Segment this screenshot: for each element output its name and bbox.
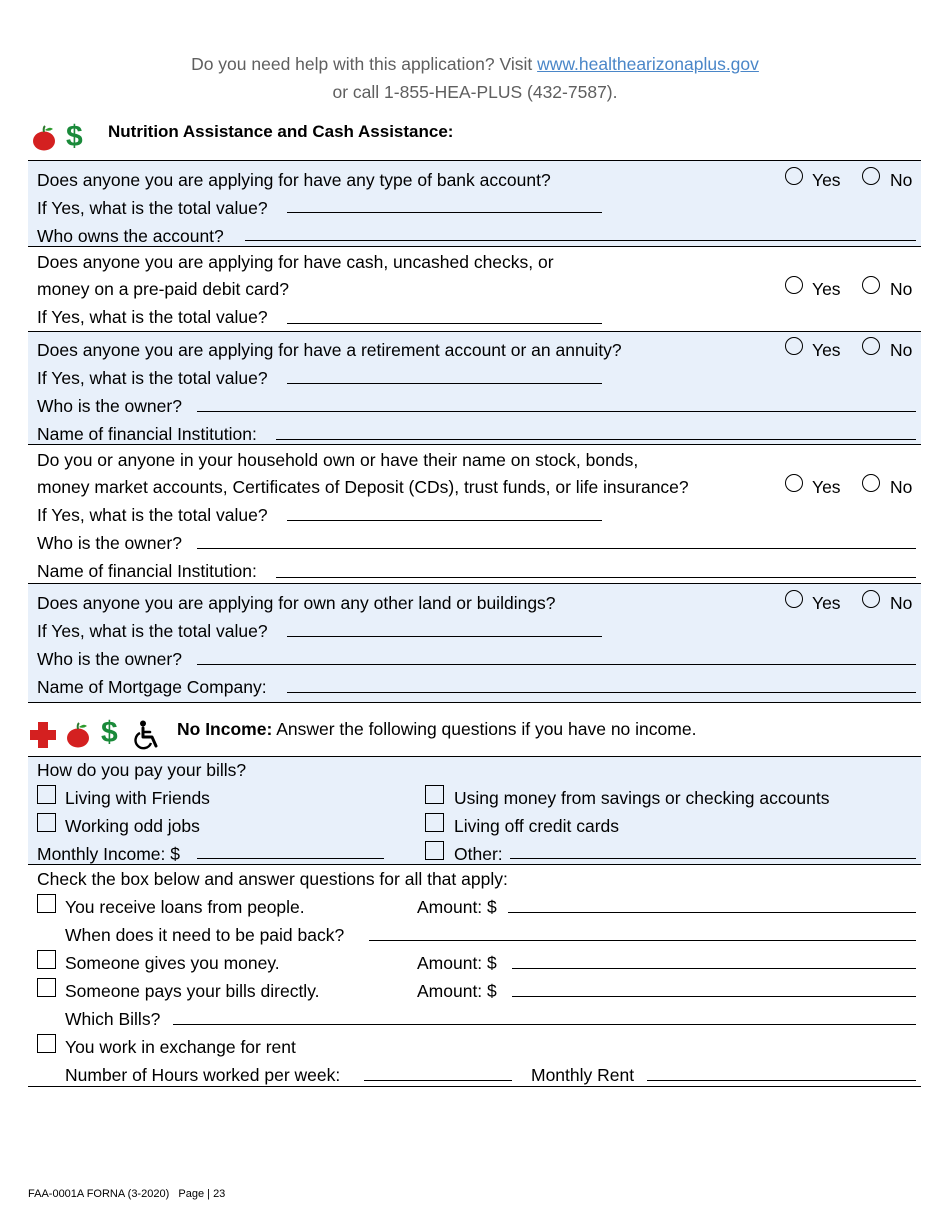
footer-form-id: FAA-0001A FORNA (3-2020)	[28, 1188, 170, 1200]
q4-question-line-2: money market accounts, Certificates of Deposit (CDs), trust funds, or life insurance?	[37, 477, 689, 497]
q1-total-field[interactable]	[287, 212, 602, 213]
q3-owner-field[interactable]	[197, 411, 916, 412]
q1-total-label: If Yes, what is the total value?	[37, 198, 268, 218]
credit-cards-label: Living off credit cards	[454, 816, 620, 836]
monthly-income-label: Monthly Income: $	[37, 844, 180, 864]
loans-amount-label: Amount: $	[417, 897, 497, 917]
section-title-no-income	[177, 719, 696, 740]
q2-total-label: If Yes, what is the total value?	[37, 307, 268, 327]
monthly-rent-label: Monthly Rent	[531, 1065, 635, 1085]
loans-label: You receive loans from people.	[65, 897, 305, 917]
divider	[28, 864, 921, 865]
q2-no-radio[interactable]	[862, 276, 880, 294]
odd-jobs-checkbox[interactable]	[37, 813, 56, 832]
help-link[interactable]: www.healthearizonaplus.gov	[537, 54, 759, 74]
q5-yes-label: Yes	[812, 593, 841, 613]
hours-label: Number of Hours worked per week:	[65, 1065, 341, 1085]
rent-label: You work in exchange for rent	[65, 1037, 296, 1057]
section-title-rest: Answer the following questions if you have no income.	[272, 719, 697, 739]
q4-institution-label: Name of financial Institution:	[37, 561, 257, 581]
q1-owner-label: Who owns the account?	[37, 226, 224, 246]
q3-owner-label: Who is the owner?	[37, 396, 182, 416]
q4-institution-field[interactable]	[276, 577, 916, 578]
check-intro: Check the box below and answer questions for all that apply:	[37, 869, 508, 889]
q1-yes-radio[interactable]	[785, 167, 803, 185]
dollar-icon: $	[66, 120, 83, 153]
help-line-1	[0, 54, 950, 75]
hours-field[interactable]	[364, 1080, 512, 1081]
q1-no-radio[interactable]	[862, 167, 880, 185]
pays-bills-label: Someone pays your bills directly.	[65, 981, 320, 1001]
paid-back-field[interactable]	[369, 940, 916, 941]
section-title-nutrition: Nutrition Assistance and Cash Assistance:	[108, 122, 454, 141]
q1-owner-field[interactable]	[245, 240, 916, 241]
q5-no-radio[interactable]	[862, 590, 880, 608]
apple-icon	[64, 721, 92, 749]
divider	[28, 444, 921, 445]
q4-owner-label: Who is the owner?	[37, 533, 182, 553]
savings-label: Using money from savings or checking accounts	[454, 788, 830, 808]
q4-no-label: No	[890, 477, 913, 497]
paid-back-label: When does it need to be paid back?	[65, 925, 345, 945]
apple-icon	[30, 124, 58, 152]
other-label: Other:	[454, 844, 503, 864]
q4-total-label: If Yes, what is the total value?	[37, 505, 268, 525]
q5-owner-label: Who is the owner?	[37, 649, 182, 669]
q1-no-label: No	[890, 170, 913, 190]
q5-yes-radio[interactable]	[785, 590, 803, 608]
monthly-income-field[interactable]	[197, 858, 384, 859]
section-title-bold: No Income:	[177, 719, 273, 739]
q2-question-line-1: Does anyone you are applying for have cash, uncashed checks, or	[37, 252, 554, 272]
q2-yes-label: Yes	[812, 279, 841, 299]
q3-total-field[interactable]	[287, 383, 602, 384]
q5-owner-field[interactable]	[197, 664, 916, 665]
q1-question: Does anyone you are applying for have any type of bank account?	[37, 170, 551, 190]
q2-no-label: No	[890, 279, 913, 299]
help-text: Do you need help with this application? Visit	[191, 54, 538, 74]
divider	[28, 702, 921, 703]
q3-institution-field[interactable]	[276, 439, 916, 440]
other-checkbox[interactable]	[425, 841, 444, 860]
q4-question-line-1: Do you or anyone in your household own or have their name on stock, bonds,	[37, 450, 639, 470]
divider	[28, 246, 921, 247]
medical-cross-icon	[29, 721, 57, 749]
gives-amount-label: Amount: $	[417, 953, 497, 973]
credit-cards-checkbox[interactable]	[425, 813, 444, 832]
divider	[28, 331, 921, 332]
divider	[28, 1086, 921, 1087]
other-field[interactable]	[510, 858, 916, 859]
which-bills-field[interactable]	[173, 1024, 916, 1025]
q2-yes-radio[interactable]	[785, 276, 803, 294]
q1-yes-label: Yes	[812, 170, 841, 190]
monthly-rent-field[interactable]	[647, 1080, 916, 1081]
q3-total-label: If Yes, what is the total value?	[37, 368, 268, 388]
friends-checkbox[interactable]	[37, 785, 56, 804]
q5-total-label: If Yes, what is the total value?	[37, 621, 268, 641]
q4-owner-field[interactable]	[197, 548, 916, 549]
q4-yes-radio[interactable]	[785, 474, 803, 492]
footer-page: Page | 23	[178, 1188, 226, 1200]
q4-total-field[interactable]	[287, 520, 602, 521]
pays-amount-field[interactable]	[512, 996, 916, 997]
gives-money-checkbox[interactable]	[37, 950, 56, 969]
divider	[28, 583, 921, 584]
pays-amount-label: Amount: $	[417, 981, 497, 1001]
rent-checkbox[interactable]	[37, 1034, 56, 1053]
savings-checkbox[interactable]	[425, 785, 444, 804]
q5-mortgage-label: Name of Mortgage Company:	[37, 677, 267, 697]
q5-question: Does anyone you are applying for own any other land or buildings?	[37, 593, 556, 613]
help-line-2: or call 1-855-HEA-PLUS (432-7587).	[332, 82, 618, 102]
loans-amount-field[interactable]	[508, 912, 916, 913]
gives-money-label: Someone gives you money.	[65, 953, 280, 973]
which-bills-label: Which Bills?	[65, 1009, 161, 1029]
q4-yes-label: Yes	[812, 477, 841, 497]
q2-question-line-2: money on a pre-paid debit card?	[37, 279, 289, 299]
q5-no-label: No	[890, 593, 913, 613]
wheelchair-icon	[133, 720, 161, 750]
q3-yes-radio[interactable]	[785, 337, 803, 355]
q3-question: Does anyone you are applying for have a retirement account or an annuity?	[37, 340, 622, 360]
divider	[28, 756, 921, 757]
q3-yes-label: Yes	[812, 340, 841, 360]
q3-institution-label: Name of financial Institution:	[37, 424, 257, 444]
pays-bills-checkbox[interactable]	[37, 978, 56, 997]
bills-question: How do you pay your bills?	[37, 760, 247, 780]
divider	[28, 160, 921, 161]
dollar-icon: $	[101, 716, 118, 749]
q3-no-radio[interactable]	[862, 337, 880, 355]
q3-no-label: No	[890, 340, 913, 360]
friends-label: Living with Friends	[65, 788, 210, 808]
gives-amount-field[interactable]	[512, 968, 916, 969]
odd-jobs-label: Working odd jobs	[65, 816, 200, 836]
q4-no-radio[interactable]	[862, 474, 880, 492]
q2-total-field[interactable]	[287, 323, 602, 324]
loans-checkbox[interactable]	[37, 894, 56, 913]
q5-total-field[interactable]	[287, 636, 602, 637]
q5-mortgage-field[interactable]	[287, 692, 916, 693]
footer	[28, 1188, 225, 1200]
